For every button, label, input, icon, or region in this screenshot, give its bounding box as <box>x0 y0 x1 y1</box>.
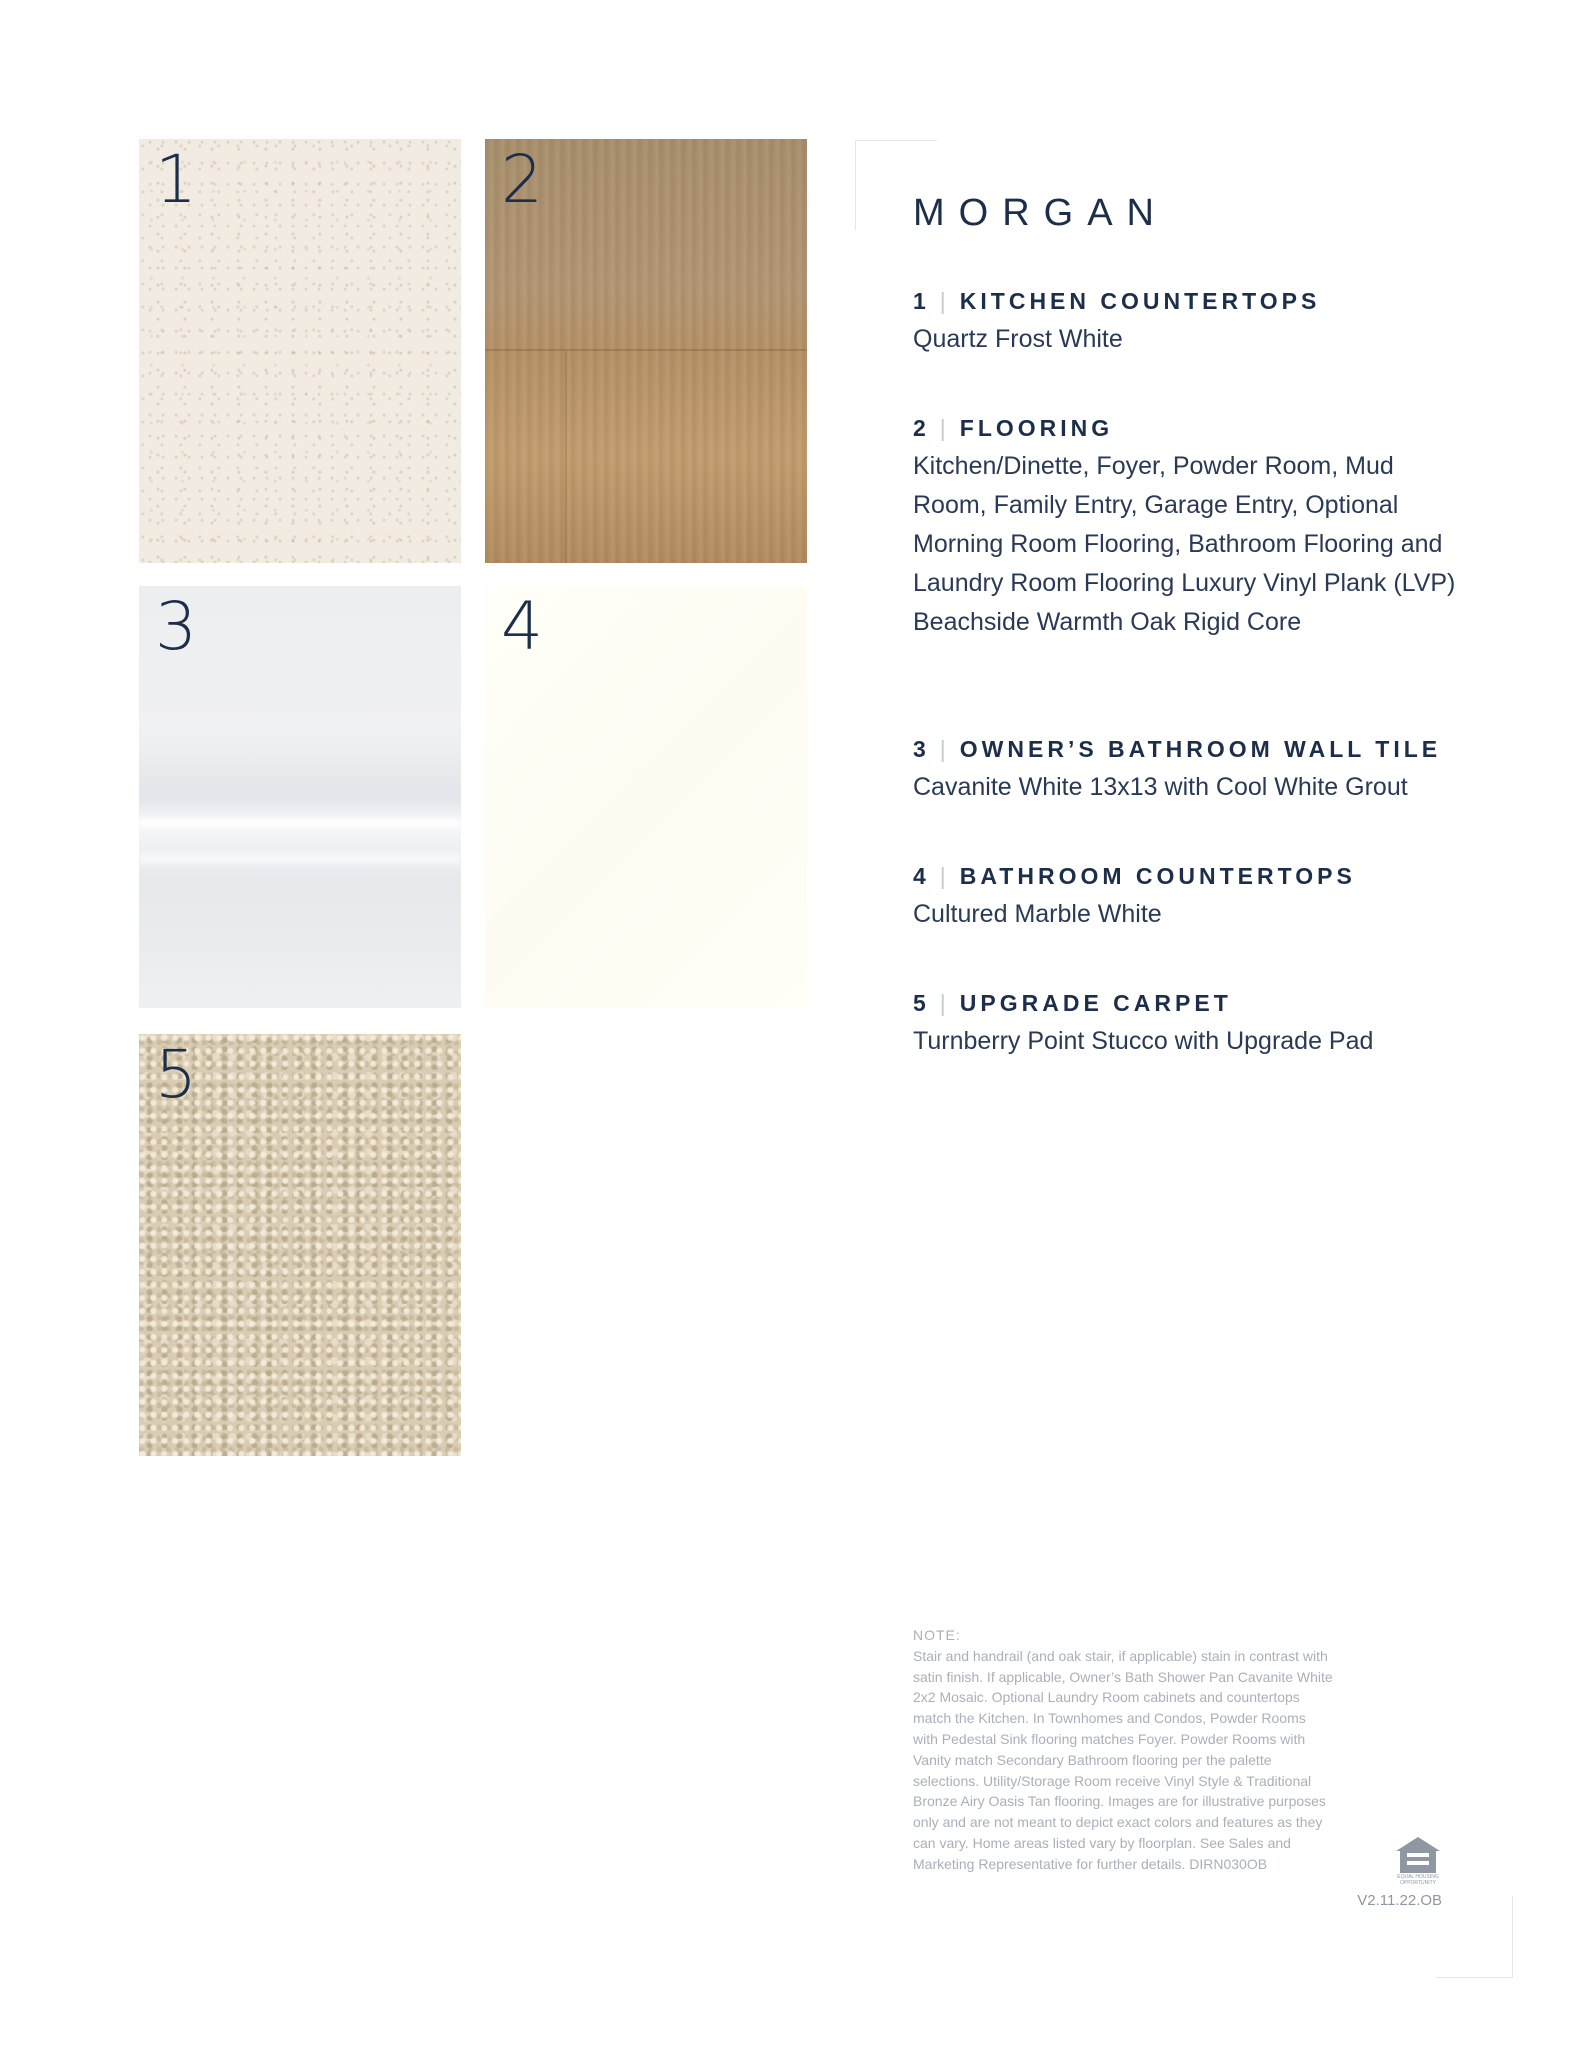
spec-heading <box>913 411 1473 445</box>
spec-title: BATHROOM COUNTERTOPS <box>959 863 1356 889</box>
swatch-flooring <box>485 139 807 563</box>
spec-description: Turnberry Point Stucco with Upgrade Pad <box>913 1027 1374 1055</box>
plank-seam <box>565 351 567 563</box>
spec-item-kitchen-countertops <box>913 284 1473 359</box>
spec-title: KITCHEN COUNTERTOPS <box>959 288 1321 314</box>
frame-line <box>1436 1977 1513 1978</box>
note-text: Stair and handrail (and oak stair, if applicable) stain in contrast with satin finish. If applicable, Owner’s Bath Shower Pan Cavanite White 2x2 Mosaic. Optional Laundry Room cabinets and countertops match the Kitchen. In Townhomes and Condos, Powder Rooms with Pedestal Sink flooring matches Foyer. Powder Rooms with Vanity match Secondary Bathroom flooring per the palette selections. Utility/Storage Room receive Vinyl Style & Traditional Bronze Airy Oasis Tan flooring. Images are for illustrative purposes only and are not meant to depict exact colors and features as they can vary. Home areas listed vary by floorplan. See Sales and Marketing Representative for further details. DIRN030OB <box>913 1647 1333 1872</box>
swatch-number: 4 <box>501 588 543 665</box>
separator: | <box>939 415 950 441</box>
spec-number: 2 <box>913 415 930 441</box>
spec-title: OWNER’S BATHROOM WALL TILE <box>959 736 1442 762</box>
spec-heading <box>913 284 1473 318</box>
separator: | <box>939 990 950 1016</box>
swatch-upgrade-carpet <box>139 1034 461 1456</box>
swatch-number: 5 <box>155 1036 197 1113</box>
frame-line <box>855 140 937 141</box>
spec-number: 1 <box>913 288 930 314</box>
swatch-kitchen-countertops <box>139 139 461 563</box>
frame-line <box>855 140 856 230</box>
swatch-bathroom-wall-tile <box>139 586 461 1008</box>
spec-number: 3 <box>913 736 930 762</box>
spec-item-upgrade-carpet <box>913 986 1473 1061</box>
marble-vein <box>139 818 461 828</box>
spec-heading <box>913 859 1473 893</box>
spec-description: Cultured Marble White <box>913 900 1162 928</box>
spec-title: FLOORING <box>959 415 1114 441</box>
swatch-number: 3 <box>155 588 197 665</box>
spec-item-bathroom-countertops <box>913 859 1473 934</box>
separator: | <box>939 863 950 889</box>
plank-seam <box>485 349 807 351</box>
separator: | <box>939 288 950 314</box>
spec-heading <box>913 732 1473 766</box>
spec-heading <box>913 986 1473 1020</box>
swatch-number: 2 <box>501 141 543 218</box>
spec-item-flooring <box>913 411 1473 642</box>
spec-description: Cavanite White 13x13 with Cool White Grout <box>913 773 1408 801</box>
spec-item-bathroom-wall-tile <box>913 732 1473 807</box>
disclaimer-note <box>913 1625 1333 1875</box>
spec-description: Kitchen/Dinette, Foyer, Powder Room, Mud Room, Family Entry, Garage Entry, Optional Morning Room Flooring, Bathroom Flooring and Laundry Room Flooring Luxury Vinyl Plank (LVP) Beachside Warmth Oak Rigid Core <box>913 452 1456 636</box>
marble-vein <box>139 854 461 864</box>
spec-number: 4 <box>913 863 930 889</box>
spec-description: Quartz Frost White <box>913 325 1123 353</box>
frame-line <box>1512 1896 1513 1978</box>
version-code: V2.11.22.OB <box>1357 1892 1442 1909</box>
separator: | <box>939 736 950 762</box>
swatch-number: 1 <box>155 141 197 218</box>
swatch-bathroom-countertops <box>485 586 807 1008</box>
spec-number: 5 <box>913 990 930 1016</box>
note-label: NOTE: <box>913 1627 961 1643</box>
page-title: MORGAN <box>913 192 1168 234</box>
spec-title: UPGRADE CARPET <box>959 990 1232 1016</box>
equal-housing-caption: EQUAL HOUSING OPPORTUNITY <box>1397 1874 1439 1886</box>
